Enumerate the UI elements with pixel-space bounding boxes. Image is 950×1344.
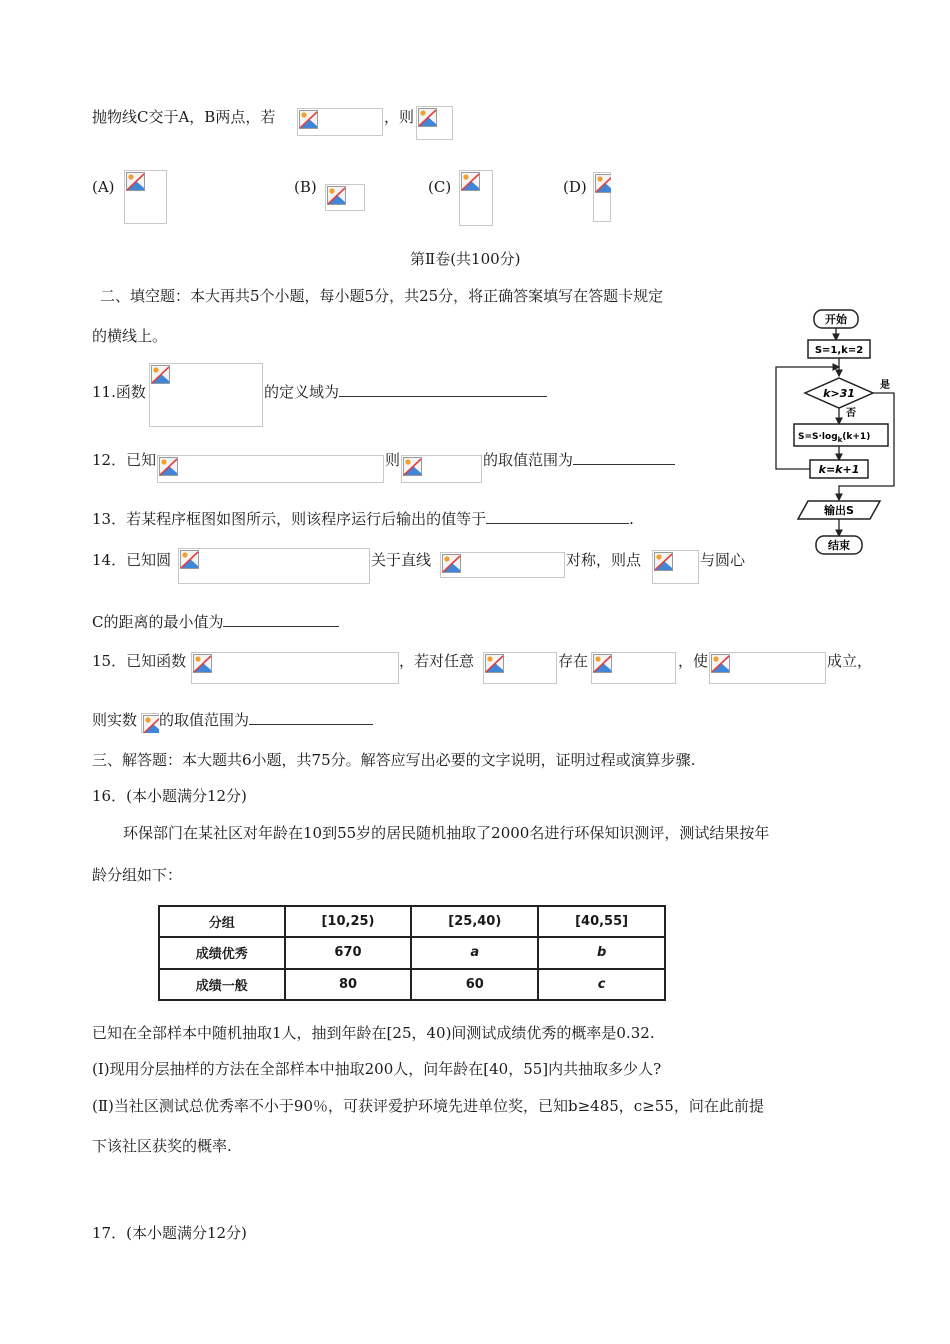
table-cell: 成绩优秀 (159, 937, 285, 968)
program-flowchart (770, 300, 900, 562)
q16-header: 16．(本小题满分12分) (92, 787, 247, 805)
formula-image (191, 652, 399, 684)
q15-mid1: ，若对任意 (399, 652, 475, 670)
broken-image-icon (327, 186, 347, 206)
age-score-table (158, 905, 666, 1001)
broken-image-icon (485, 654, 505, 674)
broken-image-icon (159, 457, 179, 477)
section2-intro: 二、填空题：本大再共5个小题，每小题5分，共25分，将正确答案填写在答题卡规定 (100, 287, 664, 305)
q15-end: 成立， (827, 652, 873, 670)
option-b-label: (B) (294, 178, 317, 196)
section2-intro-cont: 的横线上。 (92, 327, 168, 345)
option-a-image (124, 170, 167, 224)
table-cell: 分组 (159, 906, 285, 937)
table-cell: 成绩一般 (159, 969, 285, 1000)
broken-image-icon (143, 715, 159, 733)
q14-mid3: 与圆心 (700, 551, 746, 569)
table-header-row (159, 906, 665, 937)
q12-prefix: 12．已知 (92, 451, 157, 469)
incr-label: k=k+1 (818, 463, 860, 476)
broken-image-icon (151, 365, 171, 385)
output-label: 输出S (824, 504, 854, 517)
q16-given: 已知在全部样本中随机抽取1人，抽到年龄在[25，40)间测试成绩优秀的概率是0.32. (92, 1024, 655, 1042)
yes-label: 是 (880, 380, 890, 391)
q13: 13．若某程序框图如图所示，则该程序运行后输出的值等于 . (92, 510, 634, 528)
q10-line: 抛物线C交于A，B两点，若 (92, 108, 276, 126)
broken-image-icon (180, 550, 200, 570)
q15-mid3: ，使 (678, 652, 709, 670)
start-label: 开始 (825, 313, 847, 326)
broken-image-icon (442, 554, 462, 574)
table-cell: [25,40) (411, 906, 538, 937)
broken-image-icon (418, 108, 438, 128)
option-c-label: (C) (428, 178, 452, 196)
broken-image-icon (654, 552, 674, 572)
option-d-image (593, 172, 611, 222)
q11-prefix: 11.函数 (92, 383, 146, 401)
table-cell: 80 (285, 969, 412, 1000)
table-cell: b (538, 937, 665, 968)
q14-line2: C的距离的最小值为 (92, 611, 339, 632)
section-title: 第Ⅱ卷(共100分) (410, 250, 521, 268)
option-a-label: (A) (92, 178, 115, 196)
answer-blank[interactable] (486, 509, 629, 524)
init-label: S=1,k=2 (814, 345, 864, 356)
q14-prefix: 14．已知圆 (92, 551, 172, 569)
option-d-label: (D) (563, 178, 587, 196)
broken-image-icon (461, 172, 481, 192)
broken-image-icon (403, 457, 423, 477)
q12-suffix: 的取值范围为 (483, 449, 675, 470)
formula-image (401, 455, 482, 483)
formula-image (149, 363, 263, 427)
table-cell: 60 (411, 969, 538, 1000)
cond-label: k>31 (823, 387, 855, 400)
update-label: $S=S\cdot\log_k(k+1)$ (798, 432, 871, 444)
end-label: 结束 (828, 539, 850, 552)
option-b-image (325, 184, 365, 211)
broken-image-icon (711, 654, 731, 674)
answer-blank[interactable] (573, 450, 675, 465)
table-cell: [40,55] (538, 906, 665, 937)
table-cell: [10,25) (285, 906, 412, 937)
answer-blank[interactable] (223, 612, 339, 627)
formula-image (178, 548, 370, 584)
q12-mid: 则 (385, 451, 401, 469)
broken-image-icon (299, 110, 319, 130)
q11-suffix: 的定义域为 (264, 381, 547, 402)
q17-header: 17．(本小题满分12分) (92, 1224, 247, 1242)
q14-mid2: 对称，则点 (566, 551, 642, 569)
q15-mid2: 存在 (558, 652, 589, 670)
q15-line2b: 的取值范围为 (159, 709, 373, 730)
no-label: 否 (846, 408, 856, 419)
formula-image (141, 713, 159, 733)
q16-body: 环保部门在某社区对年龄在10到55岁的居民随机抽取了2000名进行环保知识测评，测试结果按年 (123, 824, 770, 842)
formula-image (652, 550, 699, 584)
formula-image (483, 652, 557, 684)
q14-mid1: 关于直线 (371, 551, 432, 569)
q16-part1: (I)现用分层抽样的方法在全部样本中抽取200人，问年龄在[40，55]内共抽取多少人? (92, 1060, 662, 1078)
table-row (159, 937, 665, 968)
q15-prefix: 15．已知函数 (92, 652, 187, 670)
broken-image-icon (593, 654, 613, 674)
formula-image (297, 108, 383, 136)
broken-image-icon (595, 174, 611, 194)
table-cell: a (411, 937, 538, 968)
q10-mid-text: ，则 (384, 108, 415, 126)
formula-image (440, 552, 565, 578)
q16-body-cont: 龄分组如下： (92, 866, 183, 884)
table-row (159, 969, 665, 1000)
q15-line2a: 则实数 (92, 711, 138, 729)
table-cell: c (538, 969, 665, 1000)
answer-blank[interactable] (339, 382, 547, 397)
option-c-image (459, 170, 493, 226)
broken-image-icon (193, 654, 213, 674)
formula-image (157, 455, 384, 483)
formula-image (591, 652, 676, 684)
table-cell: 670 (285, 937, 412, 968)
q16-part2-cont: 下该社区获奖的概率. (92, 1137, 232, 1155)
broken-image-icon (126, 172, 146, 192)
answer-blank[interactable] (249, 710, 373, 725)
section3-intro: 三、解答题：本大题共6小题，共75分。解答应写出必要的文字说明，证明过程或演算步骤. (92, 751, 696, 769)
formula-image (709, 652, 826, 684)
formula-image (416, 106, 453, 140)
q16-part2: (Ⅱ)当社区测试总优秀率不小于90％，可获评爱护环境先进单位奖，已知b≥485，c≥55，问在此前提 (92, 1097, 764, 1115)
